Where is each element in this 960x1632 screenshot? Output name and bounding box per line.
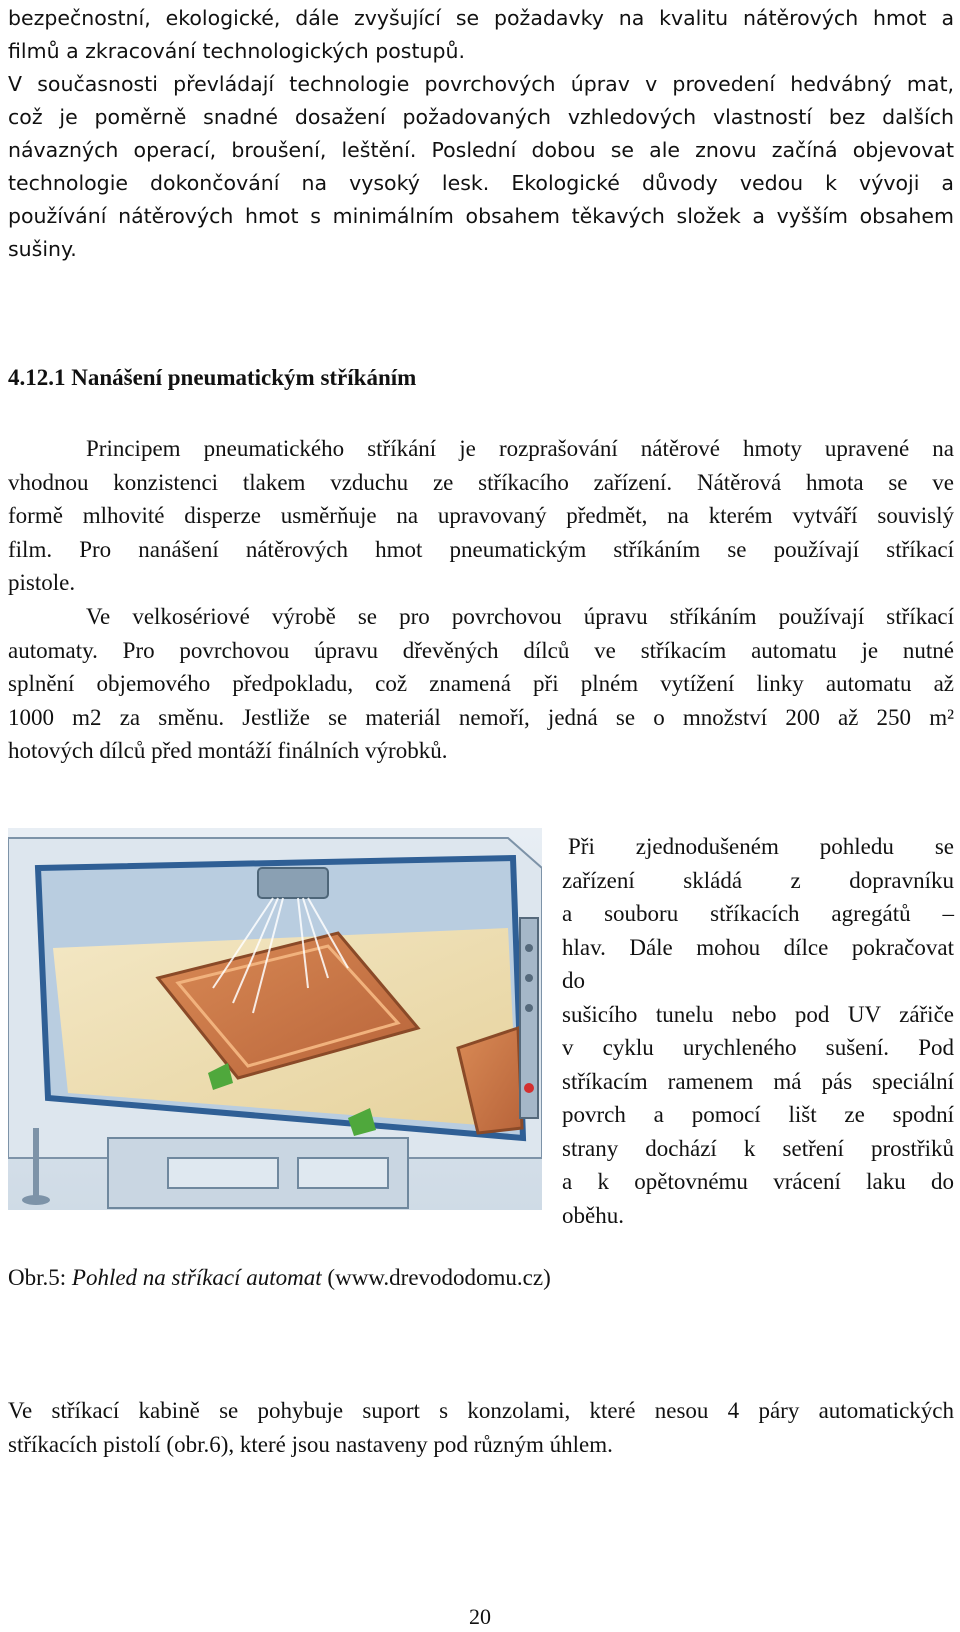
text-line: 1000 m2 za směnu. Jestliže se materiál nemoří, jedná se o množství 200 až 250 m² [8,704,954,730]
figure-side-text [562,830,954,1232]
figure-caption [8,1265,551,1291]
page-number: 20 [469,1604,491,1629]
text-line: automaty. Pro povrchovou úpravu dřevěných dílců ve stříkacím automatu je nutné [8,637,954,663]
text-line: sušicího tunelu nebo pod UV zářiče [562,1001,954,1027]
text-line: zařízení skládá z dopravníku [562,867,954,893]
text-line: stříkacím ramenem má pás speciální [562,1068,954,1094]
text-line: splnění objemového předpokladu, což znamená při plném vytížení linky automatu až [8,671,954,696]
intro-paragraph [8,2,954,266]
text-line: používání nátěrových hmot s minimálním obsahem těkavých složek a vyšším obsahem [8,204,954,228]
text-line: film. Pro nanášení nátěrových hmot pneumatickým stříkáním se používají stříkací [8,536,954,562]
text-line: sušiny. [8,237,77,261]
text-line: formě mlhovité disperze usměrňuje na upravovaný předmět, na kterém vytváří souvislý [8,503,954,528]
text-line: Ve velkosériové výrobě se pro povrchovou úpravu stříkáním používají stříkací [86,604,954,629]
caption-title: Pohled na stříkací automat [71,1265,322,1290]
paragraph-cabin [8,1394,954,1461]
text-line: bezpečnostní, ekologické, dále zvyšující se požadavky na kvalitu nátěrových hmot a [8,6,954,30]
spray-automat-illustration [8,828,542,1210]
text-line: do [562,968,585,993]
text-line: pistole. [8,570,76,595]
caption-prefix: Obr.5: [8,1265,72,1290]
text-line: vhodnou konzistenci tlakem vzduchu ze stříkacího zařízení. Nátěrová hmota se ve [8,469,954,495]
text-line: a k opětovnému vrácení laku do [562,1169,954,1194]
text-line: Principem pneumatického stříkání je rozprašování nátěrové hmoty upravené na [86,436,954,461]
text-line: hlav. Dále mohou dílce pokračovat [562,934,954,960]
text-line: Při zjednodušeném pohledu se [568,834,954,859]
paragraph-principle [8,432,954,600]
text-line: a souboru stříkacích agregátů – [562,901,954,926]
text-line: strany dochází k setření prostřiků [562,1135,954,1161]
text-line: hotových dílců před montáží finálních výrobků. [8,738,448,763]
text-line: povrch a pomocí lišt ze spodní [562,1102,954,1127]
text-line: Ve stříkací kabině se pohybuje suport s konzolami, které nesou 4 páry automatických [8,1398,954,1423]
caption-source: (www.drevododomu.cz) [321,1265,551,1290]
section-heading: 4.12.1 Nanášení pneumatickým stříkáním [8,365,417,390]
text-line: filmů a zkracování technologických postupů. [8,39,466,63]
text-line: technologie dokončování na vysoký lesk. Ekologické důvody vedou k vývoji a [8,171,954,195]
text-line: v cyklu urychleného sušení. Pod [562,1035,954,1060]
text-line: oběhu. [562,1202,624,1228]
text-line: což je poměrně snadné dosažení požadovaných vzhledových vlastností bez dalších [8,105,954,129]
text-line: V současnosti převládají technologie povrchových úprav v provedení hedvábný mat, [8,72,954,96]
paragraph-automats [8,600,954,768]
text-line: návazných operací, broušení, leštění. Poslední dobou se ale znovu začíná objevovat [8,138,954,162]
text-line: stříkacích pistolí (obr.6), které jsou nastaveny pod různým úhlem. [8,1431,613,1457]
